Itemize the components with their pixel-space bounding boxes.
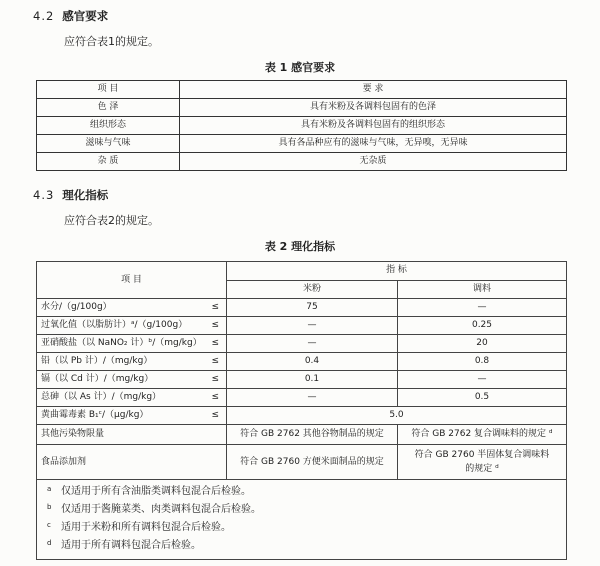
table2-cell-item: 食品添加剂 [37, 445, 227, 480]
table1-header-item: 项 目 [37, 81, 180, 99]
table-row [37, 445, 567, 480]
table-row [37, 153, 567, 171]
table-row [37, 335, 567, 353]
table-row [37, 317, 567, 335]
table1-caption: 表 1 感官要求 [264, 61, 336, 74]
table1-cell-item: 色 泽 [37, 99, 180, 117]
table-row [37, 425, 567, 445]
footnote: a 仅适用于所有含油脂类调料包混合后检验。 [47, 485, 251, 497]
le-sign: ≤ [211, 374, 219, 384]
table2-footnotes [37, 480, 567, 560]
table-row [37, 353, 567, 371]
table2-header-col2: 调料 [398, 280, 567, 299]
table1-cell-req: 具有米粉及各调料包固有的色泽 [180, 99, 567, 117]
table2-cell-v2: 0.5 [398, 389, 567, 407]
table2-cell-v2: 符合 GB 2760 半固体复合调味料 的规定 ᵈ [398, 445, 567, 480]
table2-header-item: 项 目 [37, 262, 227, 299]
table2-cell-v2: — [398, 299, 567, 317]
le-sign: ≤ [211, 302, 219, 312]
table2-cell-item: 铅（以 Pb 计）/（mg/kg） ≤ [37, 353, 227, 371]
table2-cell-v1: — [227, 335, 398, 353]
le-sign: ≤ [211, 392, 219, 402]
table2-cell-v1: 0.1 [227, 371, 398, 389]
table2-cell-v1: 符合 GB 2760 方便米面制品的规定 [227, 445, 398, 480]
table-row [37, 299, 567, 317]
table2-cell-v1: — [227, 389, 398, 407]
table1-cell-item: 滋味与气味 [37, 135, 180, 153]
table1 [36, 80, 567, 171]
table1-cell-req: 具有米粉及各调料包固有的组织形态 [180, 117, 567, 135]
section-4-2-intro: 应符合表1的规定。 [64, 35, 159, 48]
table1-header-req: 要 求 [180, 81, 567, 99]
table-row [37, 407, 567, 425]
table1-cell-item: 杂 质 [37, 153, 180, 171]
footnote: b 仅适用于酱腌菜类、肉类调料包混合后检验。 [47, 503, 261, 515]
le-sign: ≤ [211, 320, 219, 330]
table2-cell-v2: 0.25 [398, 317, 567, 335]
table2-cell-v2: 20 [398, 335, 567, 353]
section-4-3-intro: 应符合表2的规定。 [64, 214, 159, 227]
table2-cell-item: 过氧化值（以脂肪计）ᵃ/（g/100g） ≤ [37, 317, 227, 335]
section-heading-4-2: 4.2 感官要求 [33, 9, 109, 23]
table2-cell-item: 亚硝酸盐（以 NaNO₂ 计）ᵇ/（mg/kg） ≤ [37, 335, 227, 353]
table2-header-row [37, 262, 567, 281]
table2-cell-item: 镉（以 Cd 计）/（mg/kg） ≤ [37, 371, 227, 389]
section-heading-4-3: 4.3 理化指标 [33, 188, 109, 202]
table-row [37, 117, 567, 135]
table2-caption: 表 2 理化指标 [264, 240, 336, 253]
table2-cell-v1: 75 [227, 299, 398, 317]
table2-cell-merged: 5.0 [227, 407, 567, 425]
table2-cell-item: 其他污染物限量 [37, 425, 227, 445]
table-row [37, 99, 567, 117]
table2 [36, 261, 567, 560]
table2-cell-v1: 符合 GB 2762 其他谷物制品的规定 [227, 425, 398, 445]
footnote: d 适用于所有调料包混合后检验。 [47, 539, 201, 551]
table2-header-col1: 米粉 [227, 280, 398, 299]
table1-cell-req: 无杂质 [180, 153, 567, 171]
table1-header-row [37, 81, 567, 99]
le-sign: ≤ [211, 410, 219, 420]
table2-footnotes-row [37, 480, 567, 560]
le-sign: ≤ [211, 338, 219, 348]
table-row [37, 371, 567, 389]
table1-cell-req: 具有各品种应有的滋味与气味，无异嗅，无异味 [180, 135, 567, 153]
table2-cell-item: 总砷（以 As 计）/（mg/kg） ≤ [37, 389, 227, 407]
footnote: c 适用于米粉和所有调料包混合后检验。 [47, 521, 231, 533]
le-sign: ≤ [211, 356, 219, 366]
table2-cell-v2: — [398, 371, 567, 389]
table2-cell-v1: — [227, 317, 398, 335]
table1-cell-item: 组织形态 [37, 117, 180, 135]
table2-cell-item: 黄曲霉毒素 B₁ᶜ/（μg/kg） ≤ [37, 407, 227, 425]
table2-cell-v2: 符合 GB 2762 复合调味料的规定 ᵈ [398, 425, 567, 445]
table2-cell-v1: 0.4 [227, 353, 398, 371]
table2-header-index: 指 标 [227, 262, 567, 281]
table-row [37, 389, 567, 407]
table2-cell-v2: 0.8 [398, 353, 567, 371]
table2-cell-item: 水分/（g/100g） ≤ [37, 299, 227, 317]
table-row [37, 135, 567, 153]
